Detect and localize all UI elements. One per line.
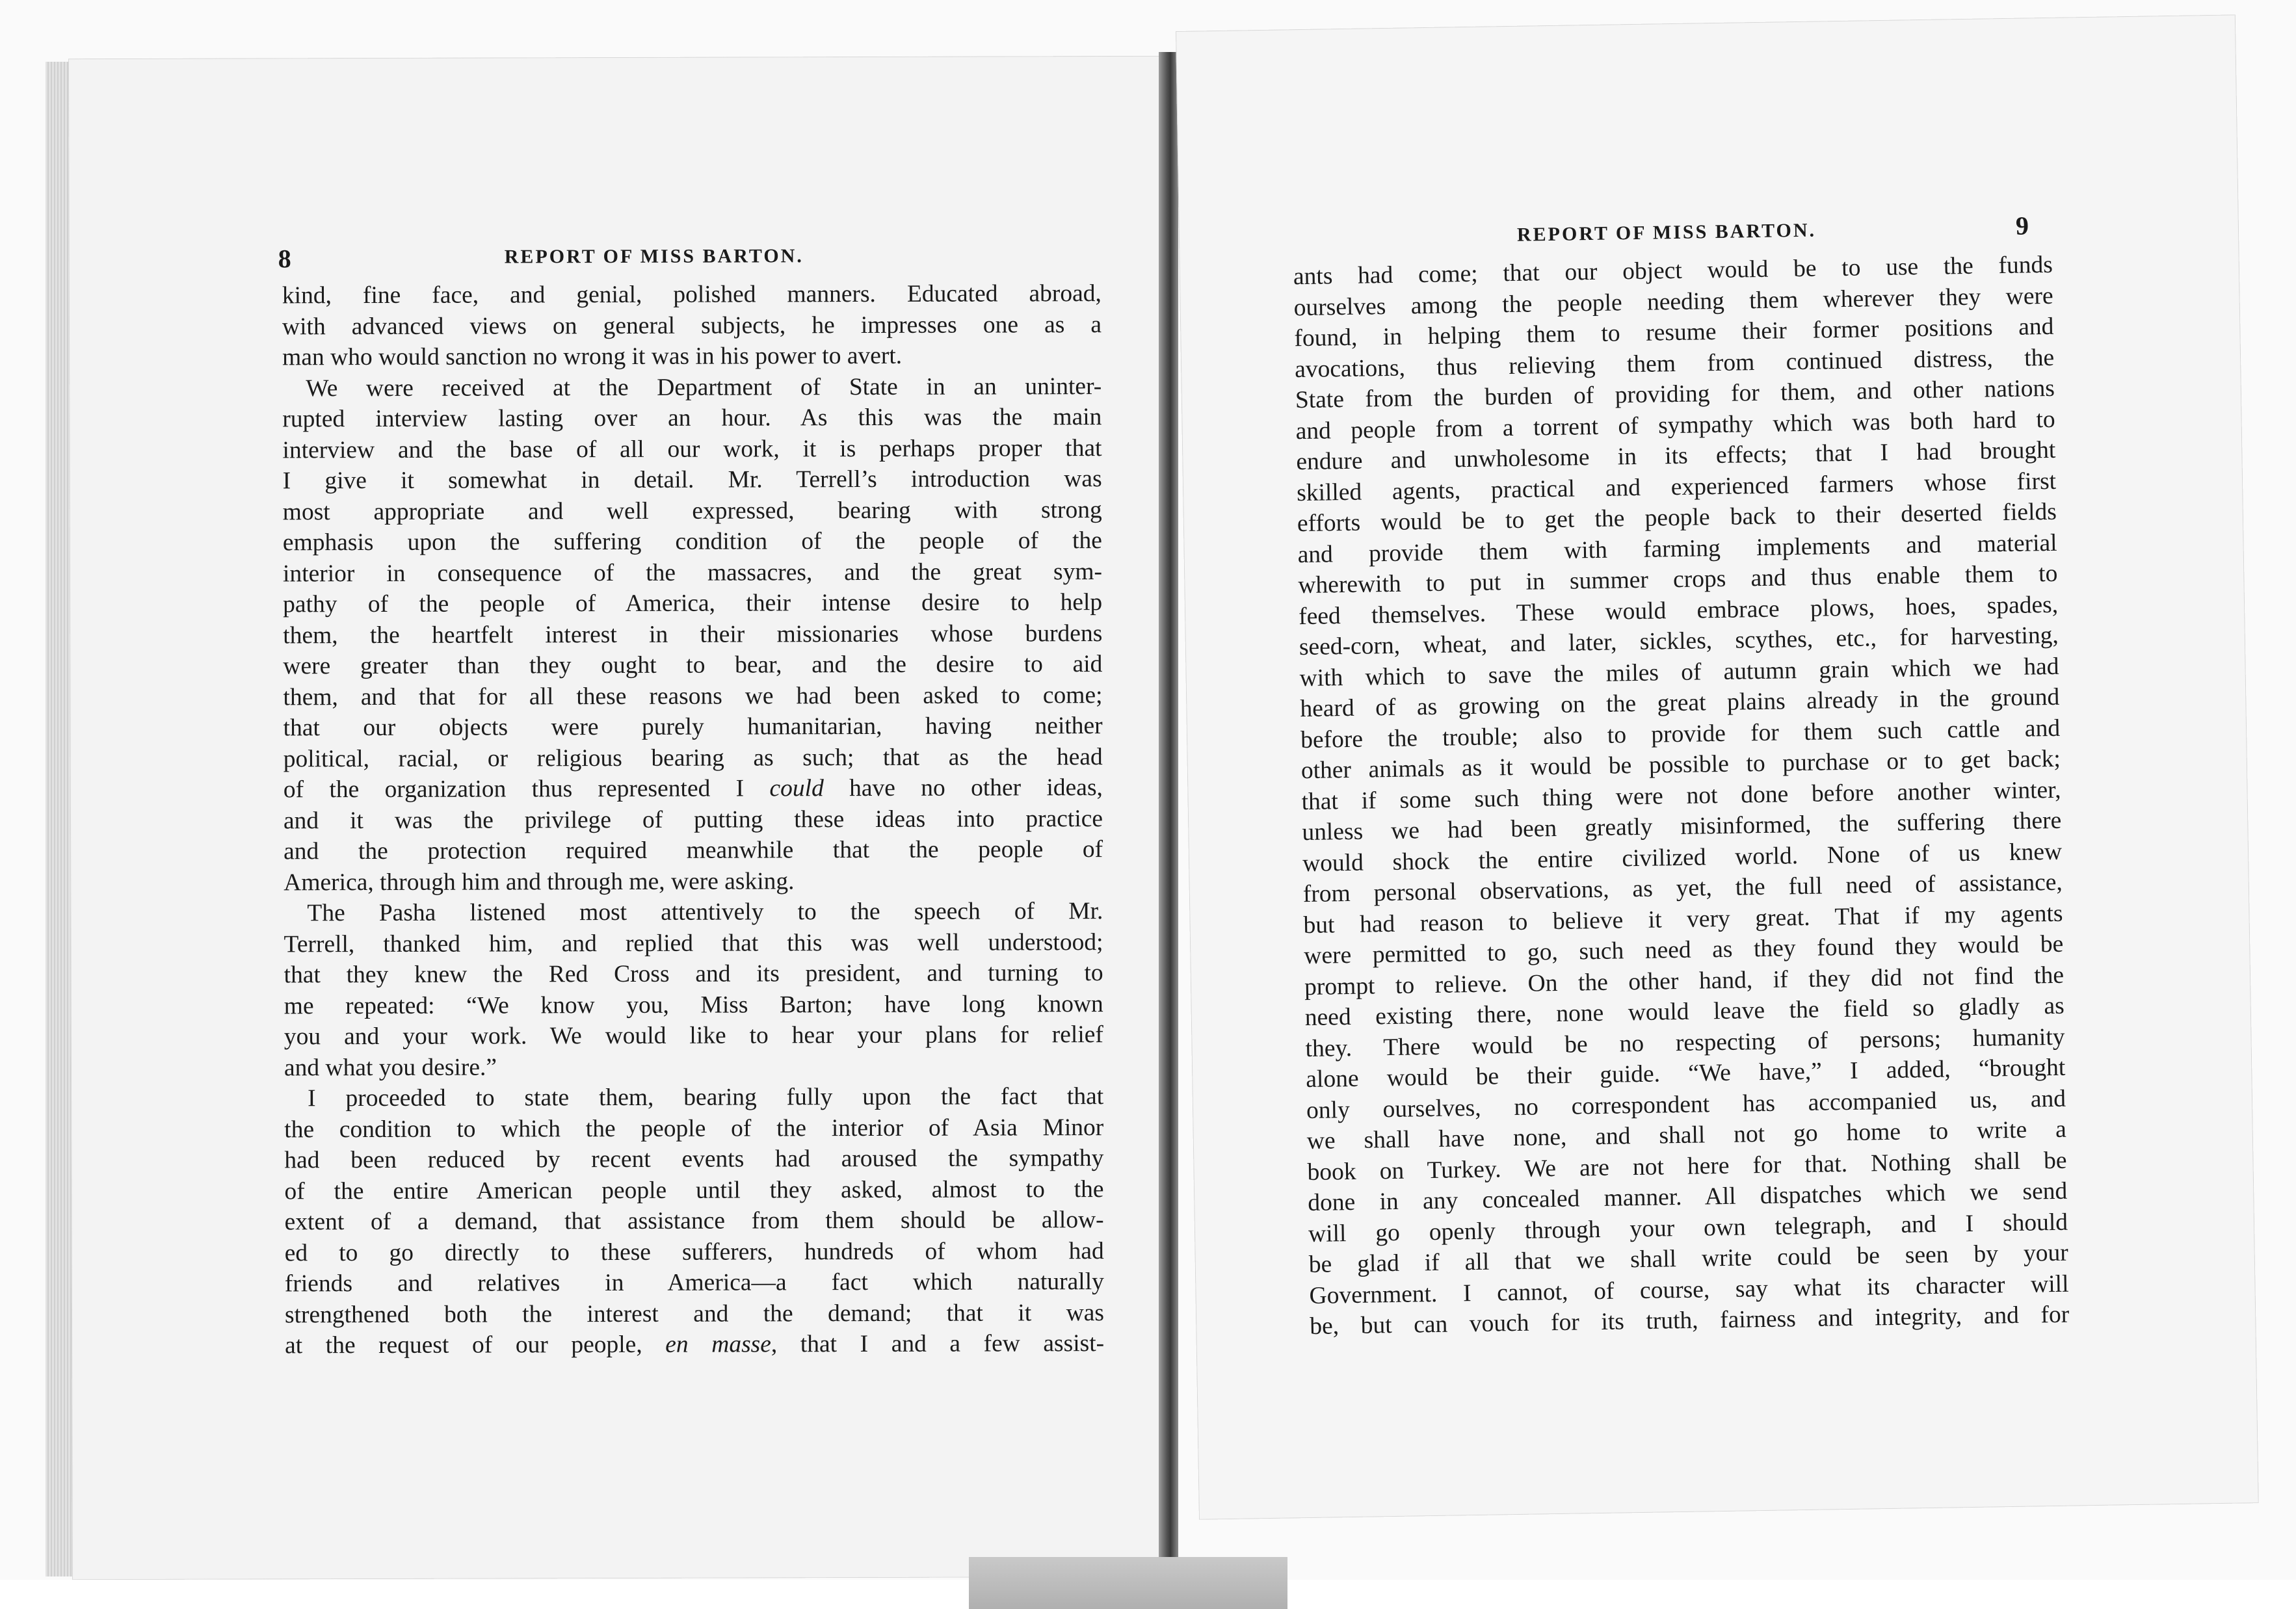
text-line: need existing there, none would leave the field so gladly as — [1304, 992, 2065, 1032]
text-line: efforts would be to get the people back to their deserted fields — [1297, 498, 2057, 538]
binding-tab — [969, 1557, 1287, 1609]
text-line: ourselves among the people needing them wherever they were — [1293, 282, 2053, 321]
text-line: we shall have none, and shall not go home to write a — [1306, 1116, 2067, 1155]
text-line: ed to go directly to these sufferers, hundreds of whom had — [284, 1237, 1104, 1266]
text-line: with advanced views on general subjects, he impresses one as a — [282, 311, 1102, 340]
left-body-text — [282, 278, 1104, 1361]
text-line: be, but can vouch for its truth, fairness and integrity, and for — [1310, 1301, 2070, 1341]
right-body-text — [1293, 250, 2070, 1342]
text-line: man who would sanction no wrong it was in his power to avert. — [282, 342, 903, 371]
text-line: at the request of our people, en masse, that I and a few assist- — [285, 1330, 1105, 1359]
text-line: were permitted to go, such need as they found they would be — [1304, 930, 2064, 970]
text-line: alone would be their guide. “We have,” I added, “brought — [1306, 1054, 2066, 1093]
text-line: other animals as it would be possible to purchase or to get back; — [1300, 745, 2061, 785]
text-line: that if some such thing were not done before another winter, — [1301, 776, 2061, 815]
text-line: and it was the privilege of putting these ideas into practice — [283, 805, 1103, 834]
text-line: only ourselves, no correspondent has accompanied us, and — [1306, 1085, 2066, 1124]
text-line: were greater than they ought to bear, and the desire to aid — [283, 651, 1103, 680]
text-line: and the protection required meanwhile that the people of — [284, 836, 1103, 865]
text-line: We were received at the Department of State in an uninter- — [306, 373, 1102, 402]
text-line: skilled agents, practical and experienced farmers whose first — [1296, 467, 2057, 506]
right-page — [1176, 14, 2259, 1519]
text-line: Terrell, thanked him, and replied that this was well understood; — [284, 928, 1103, 958]
text-line: had been reduced by recent events had aroused the sympathy — [284, 1145, 1104, 1174]
text-line: endure and unwholesome in its effects; that I had brought — [1296, 436, 2056, 476]
text-line: of the entire American people until they asked, almost to the — [284, 1175, 1104, 1205]
text-line: friends and relatives in America—a fact which naturally — [284, 1268, 1104, 1298]
text-line: book on Turkey. We are not here for that. Nothing shall be — [1307, 1147, 2067, 1186]
text-line: pathy of the people of America, their intense desire to help — [283, 589, 1103, 618]
text-line: me repeated: “We know you, Miss Barton; have long known — [284, 990, 1103, 1019]
text-line: found, in helping them to resume their former positions and — [1294, 313, 2054, 352]
text-line: Government. I cannot, of course, say what its character will — [1309, 1270, 2069, 1309]
right-running-header: REPORT OF MISS BARTON. — [1516, 219, 1817, 246]
text-line: you and your work. We would like to hear your plans for relief — [284, 1021, 1103, 1051]
text-line: with which to save the miles of autumn grain which we had — [1299, 653, 2059, 692]
left-page-number: 8 — [278, 244, 291, 274]
text-line: feed themselves. These would embrace plows, hoes, spades, — [1298, 591, 2059, 630]
text-line: America, through him and through me, were asking. — [284, 867, 795, 896]
text-line: most appropriate and well expressed, bearing with strong — [282, 496, 1102, 525]
text-line: and what you desire.” — [284, 1053, 497, 1081]
text-line: but had reason to believe it very great. That if my agents — [1303, 900, 2063, 939]
text-line: seed-corn, wheat, and later, sickles, scythes, etc., for harvesting, — [1299, 621, 2059, 661]
text-line: before the trouble; also to provide for them such cattle and — [1300, 714, 2061, 753]
text-line: and people from a torrent of sympathy which was both hard to — [1295, 406, 2055, 445]
text-line: political, racial, or religious bearing as such; that as the head — [283, 743, 1103, 772]
left-running-header: REPORT OF MISS BARTON. — [504, 245, 804, 268]
text-line: the condition to which the people of the interior of Asia Minor — [284, 1114, 1104, 1143]
text-line: heard of as growing on the great plains already in the ground — [1300, 683, 2060, 723]
text-line: from personal observations, as yet, the full need of assistance, — [1302, 869, 2063, 908]
text-line: extent of a demand, that assistance from them should be allow- — [284, 1207, 1104, 1236]
text-line: would shock the entire civilized world. None of us knew — [1302, 838, 2063, 877]
text-line: emphasis upon the suffering condition of the people of the — [282, 527, 1102, 556]
text-line: I give it somewhat in detail. Mr. Terrell’s introduction was — [282, 465, 1102, 495]
text-line: prompt to relieve. On the other hand, if they did not find the — [1304, 961, 2065, 1001]
text-line: they. There would be no respecting of persons; humanity — [1305, 1023, 2065, 1062]
text-line: ants had come; that our object would be to use the funds — [1293, 251, 2053, 291]
text-line: be glad if all that we shall write could be seen by your — [1308, 1239, 2069, 1279]
text-line: unless we had been greatly misinformed, the suffering there — [1302, 807, 2062, 846]
right-page-number: 9 — [2015, 211, 2029, 241]
text-line: that our objects were purely humanitarian, having neither — [283, 713, 1103, 742]
text-line: rupted interview lasting over an hour. As this was the main — [282, 404, 1102, 433]
text-line: them, the heartfelt interest in their missionaries whose burdens — [283, 620, 1103, 649]
book-gutter — [1159, 52, 1178, 1580]
text-line: that they knew the Red Cross and its president, and turning to — [284, 960, 1103, 989]
text-line: kind, fine face, and genial, polished manners. Educated abroad, — [282, 280, 1102, 309]
text-line: State from the burden of providing for them, and other nations — [1295, 374, 2055, 414]
text-line: them, and that for all these reasons we had been asked to come; — [283, 681, 1103, 711]
text-line: strengthened both the interest and the demand; that it was — [284, 1299, 1105, 1328]
text-line: I proceeded to state them, bearing fully upon the fact that — [308, 1083, 1104, 1112]
text-line: avocations, thus relieving them from continued distress, the — [1294, 344, 2055, 383]
text-line: interview and the base of all our work, it is perhaps proper that — [282, 434, 1102, 464]
text-line: of the organization thus represented I could have no other ideas, — [283, 774, 1103, 804]
text-line: interior in consequence of the massacres, and the great sym- — [282, 558, 1103, 587]
text-line: wherewith to put in summer crops and thus enable them to — [1298, 560, 2058, 599]
text-line: will go openly through your own telegraph, and I should — [1308, 1209, 2068, 1248]
text-line: and provide them with farming implements and material — [1297, 529, 2057, 568]
text-line: The Pasha listened most attentively to the speech of Mr. — [307, 898, 1103, 927]
text-line: done in any concealed manner. All dispatches which we send — [1308, 1177, 2068, 1217]
left-page — [68, 56, 1171, 1580]
